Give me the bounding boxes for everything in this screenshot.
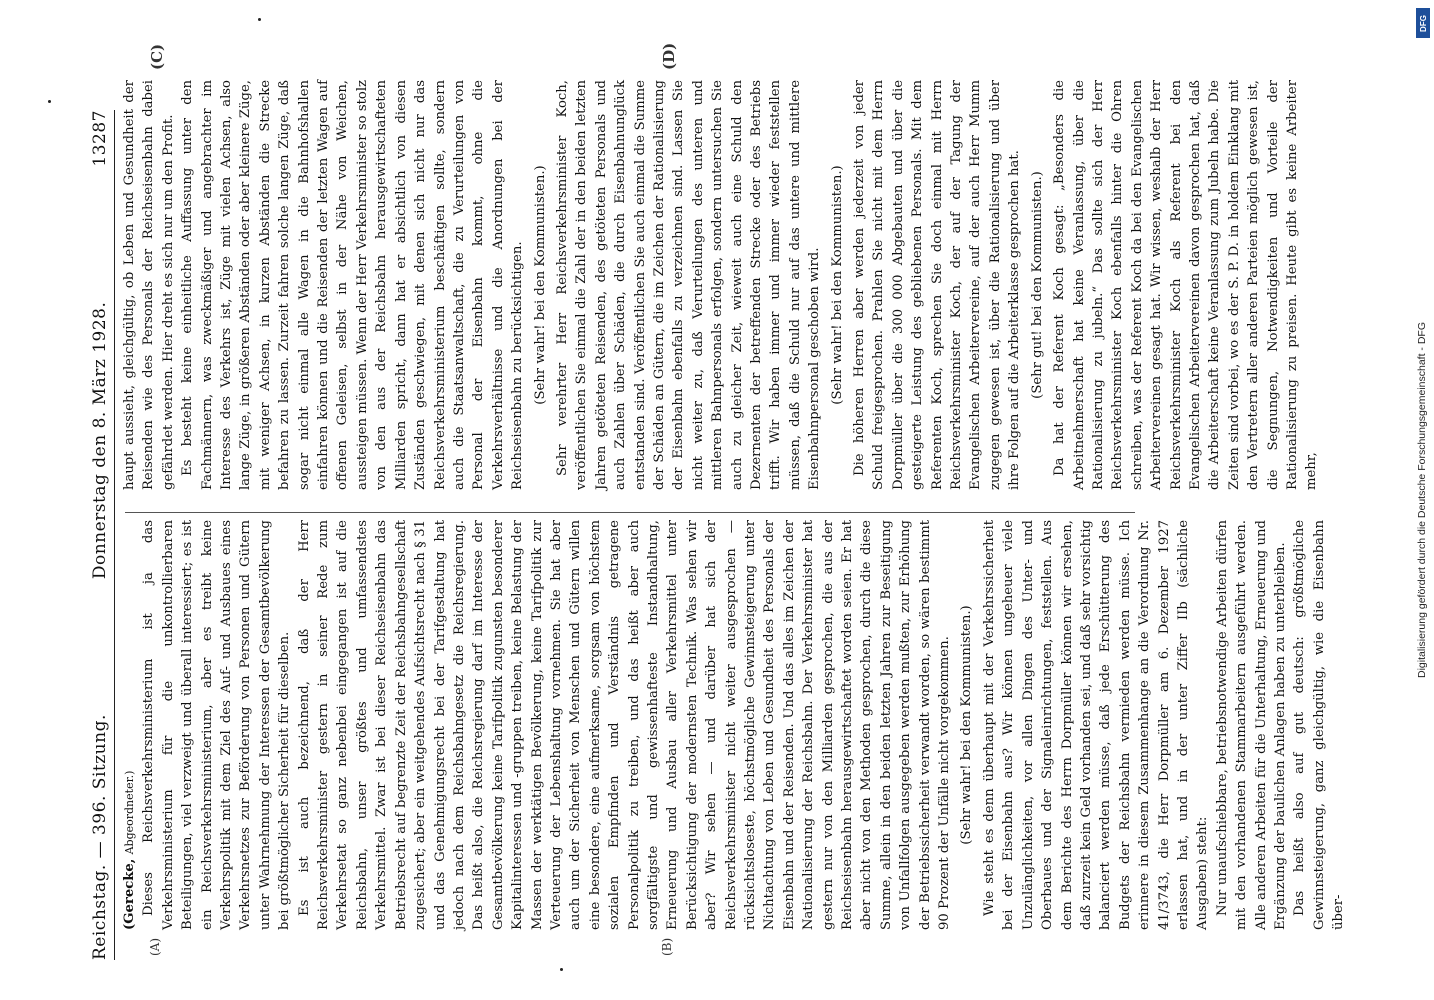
scan-speck [560,968,563,971]
paragraph: haupt aussieht, gleichgültig, ob Leben und Gesundheit der Reisenden wie des Personals der Reichseisenbahn dabei gefährdet werden. Hier dreht es sich nur um den Profit. [122,80,176,490]
speaker-name: (Gerecke, [122,858,137,930]
margin-mark-b: (B) [660,937,674,956]
speaker-role: Abgeordneter.) [123,770,136,855]
right-column [120,80,1320,490]
paragraph: Da hat der Referent Koch gesagt: „Besonders die Arbeitnehmerschaft hat keine Veranlassung, über die Rationalisierung zu jubeln.“ Das sollte sich der Herr Reichsverkehrsminister Koch ebenfalls hinter die Ohren schreiben, was der Referent Koch da bei den Evangelischen Arbeitervereinen gesagt hat. Wir wissen, weshalb der Herr Reichsverkehrsminister Koch als Referent bei den Evangelischen Arbeitervereinen davon gesprochen hat, daß die Arbeiterschaft keine Veranlassung zum Jubeln habe. Die Zeiten sind vorbei, wo es der S. P. D. in holdem Einklang mit den Vertretern aller anderen Parteien möglich gewesen ist, die Segnungen, Notwendigkeiten und Vorteile der Rationalisierung zu preisen. Heute gibt es keine Arbeiter mehr, [1052,80,1320,490]
paragraph: Das heißt also auf gut deutsch: größtmögliche Gewinnsteigerung, ganz gleichgültig, wie die Eisenbahn über- [1292,520,1347,930]
paragraph: Wie steht es denn überhaupt mit der Verkehrssicherheit bei der Eisenbahn aus? Wir können ungeheuer viele Unzulänglichkeiten, vor allen Dingen des Unter- und Oberbaues und der Signaleinrichtungen, feststellen. Aus dem Berichte des Herrn Dorpmüller können wir ersehen, daß zurzeit kein Geld vorhanden sei, und daß sehr vorsichtig balanciert werden müsse, daß jede Erschütterung des Budgets der Reichsbahn vermieden werden müsse. Ich erinnere in diesem Zusammenhange an die Verordnung Nr. 41/3743, die Herr Dorpmüller am 6. Dezember 1927 erlassen hat, und in der unter Ziffer IIb (sächliche Ausgaben) steht: [981,520,1211,930]
dfg-logo-text: DFG [1418,14,1428,32]
page-number: 13287 [90,110,110,167]
header-left: Reichstag. — 396. Sitzung. [90,714,110,960]
footer-credit: Digitalisierung gefördert durch die Deutsche Forschungsgemeinschaft - DFG [1416,321,1428,679]
paragraph: Die höheren Herren aber werden jederzeit von jeder Schuld freigesprochen. Prahlen Sie nicht mit dem Herrn Dorpmüller über die 300 000 Abgebauten und über die gesteigerte Leistung des gebliebenen Personals. Mit dem Referenten Koch, sprechen Sie doch einmal mit Herrn Reichsverkehrsminister Koch, der auf der Tagung der Evangelischen Arbeitervereine, auf der auch Herr Mumm zugegen gewesen ist, über die Rationalisierung und über ihre Folgen auf die Arbeiterklasse gesprochen hat. [852,80,1023,490]
column-divider [125,512,1135,513]
dfg-logo [1416,8,1430,38]
scan-speck [48,100,51,103]
scan-speck [258,18,261,21]
paragraph: Sehr verehrter Herr Reichsverkehrsminister Koch, veröffentlichen Sie einmal die Zahl der in den beiden letzten Jahren getöteten Reisenden, des getöteten Personals und auch Zahlen über Schäden, die durch Eisenbahnunglück entstanden sind. Veröffentlichen Sie auch einmal die Summe der Schäden an Gütern, die im Zeichen der Rationalisierung der Eisenbahn ebenfalls zu verzeichnen sind. Lassen Sie nicht weiter zu, daß Verurteilungen des unteren und mittleren Bahnpersonals erfolgen, sondern untersuchen Sie auch zu gleicher Zeit, wieweit auch eine Schuld den Dezernenten der betreffenden Strecke oder des Betriebs trifft. Wir haben immer und immer wieder feststellen müssen, daß die Schuld nur auf das untere und mittlere Eisenbahnpersonal geschoben wird. [554,80,823,490]
paragraph: Es ist auch bezeichnend, daß der Herr Reichsverkehrsminister gestern in seiner Rede zum Verkehrsetat so ganz nebenbei eingegangen ist auf die Reichsbahn, unser größtes und umfassendstes Verkehrsmittel. Zwar ist bei dieser Reichseisenbahn das Betriebsrecht auf begrenzte Zeit der Reichsbahngesellschaft zugesichert; aber ein weitgehendes Aufsichtsrecht nach § 31 und das Genehmigungsrecht bei der Tarifgestaltung hat jedoch nach dem Reichsbahngesetz die Reichsregierung. Das heißt also, die Reichsregierung darf im Interesse der Gesamtbevölkerung keine Tarifpolitik zugunsten besonderer Kapitalinteressen und -gruppen treiben, keine Belastung der Massen der werktätigen Bevölkerung, keine Tarifpolitik zur Verteuerung der Lebenshaltung vornehmen. Sie hat aber auch um der Sicherheit von Menschen und Gütern willen eine besondere, eine aufmerksame, sorgsam von höchstem sozialen Empfinden und Verständnis getragene Personalpolitik zu treiben, und das heißt aber auch sorgfältigste und gewissenhafteste Instandhaltung, Erneuerung und Ausbau aller Verkehrsmittel unter Berücksichtigung der modernsten Technik. Was sehen wir aber? Wir sehen — und darüber hat sich der Reichsverkehrsminister nicht weiter ausgesprochen — rücksichtsloseste, höchstmögliche Gewinnsteigerung unter Nichtachtung von Leben und Gesundheit des Personals der Eisenbahn und der Reisenden. Und das alles im Zeichen der Nationalisierung der Reichsbahn. Der Verkehrsminister hat gestern nur von den Milliarden gesprochen, die aus der Reichseisenbahn herausgewirtschaftet worden seien. Er hat aber nicht von den Methoden gesprochen, durch die diese Summe, allein in den beiden letzten Jahren zur Beseitigung von Unfallfolgen ausgegeben werden mußten, zur Erhöhung der Betriebssicherheit verwandt worden, so wären bestimmt 90 Prozent der Unfälle nicht vorgekommen. [296,520,953,930]
interjection: (Sehr wahr! bei den Kommunisten.) [959,605,975,845]
interjection: (Sehr gut! bei den Kommunisten.) [1029,171,1045,399]
left-column [120,520,1347,930]
page-header [80,110,115,960]
interjection: (Sehr wahr! bei den Kommunisten.) [829,165,845,405]
margin-mark-c: (C) [148,43,166,70]
paragraph: Dieses Reichsverkehrsministerium ist ja das Verkehrsministerium für die unkontrollierbaren Beteiligungen, viel verzweigt und überall interessiert; es ist ein Reichsverkehrsministerium, aber es treibt keine Verkehrspolitik mit dem Ziel des Auf- und Ausbaues eines Verkehrsnetzes zur Beförderung von Personen und Gütern unter Wahrnehmung der Interessen der Gesamtbevölkerung bei größtmöglicher Sicherheit für dieselben. [141,520,293,930]
speaker-line [120,520,139,930]
margin-mark-a: (A) [148,937,162,956]
margin-mark-d: (D) [660,42,678,70]
interjection: (Sehr wahr! bei den Kommunisten.) [532,165,548,405]
paragraph: Nur unaufschiebbare, betriebsnotwendige Arbeiten dürfen mit den vorhandenen Stammarbeitern ausgeführt werden. Alle anderen Arbeiten für die Unterhaltung, Erneuerung und Ergänzung der baulichen Anlagen haben zu unterbleiben. [1214,520,1288,930]
paragraph: Es besteht keine einheitliche Auffassung unter den Fachmännern, was zweckmäßiger und angebrachter im Interesse des Verkehrs ist, Züge mit vielen Achsen, also lange Züge, in größeren Abständen oder aber kleinere Züge, mit weniger Achsen, in kurzen Abständen die Strecke befahren zu lassen. Zurzeit fahren solche langen Züge, daß sogar nicht einmal alle Wagen in die Bahnhofshallen einfahren können und die Reisenden der letzten Wagen auf offenen Geleisen, selbst in der Nähe von Weichen, aussteigen müssen. Wenn der Herr Verkehrsminister so stolz von den aus der Reichsbahn herausgewirtschafteten Milliarden spricht, dann hat er absichtlich von diesen Zuständen geschwiegen, mit denen sich nicht nur das Reichsverkehrsministerium beschäftigen sollte, sondern auch die Staatsanwaltschaft, die zu Verurteilungen von Personal der Eisenbahn kommt, ohne die Verkehrsverhältnisse und die Anordnungen bei der Reichseisenbahn zu berücksichtigen. [180,80,526,490]
header-date: Donnerstag den 8. März 1928. [90,301,110,580]
footer-credit-strip [1412,20,1432,980]
